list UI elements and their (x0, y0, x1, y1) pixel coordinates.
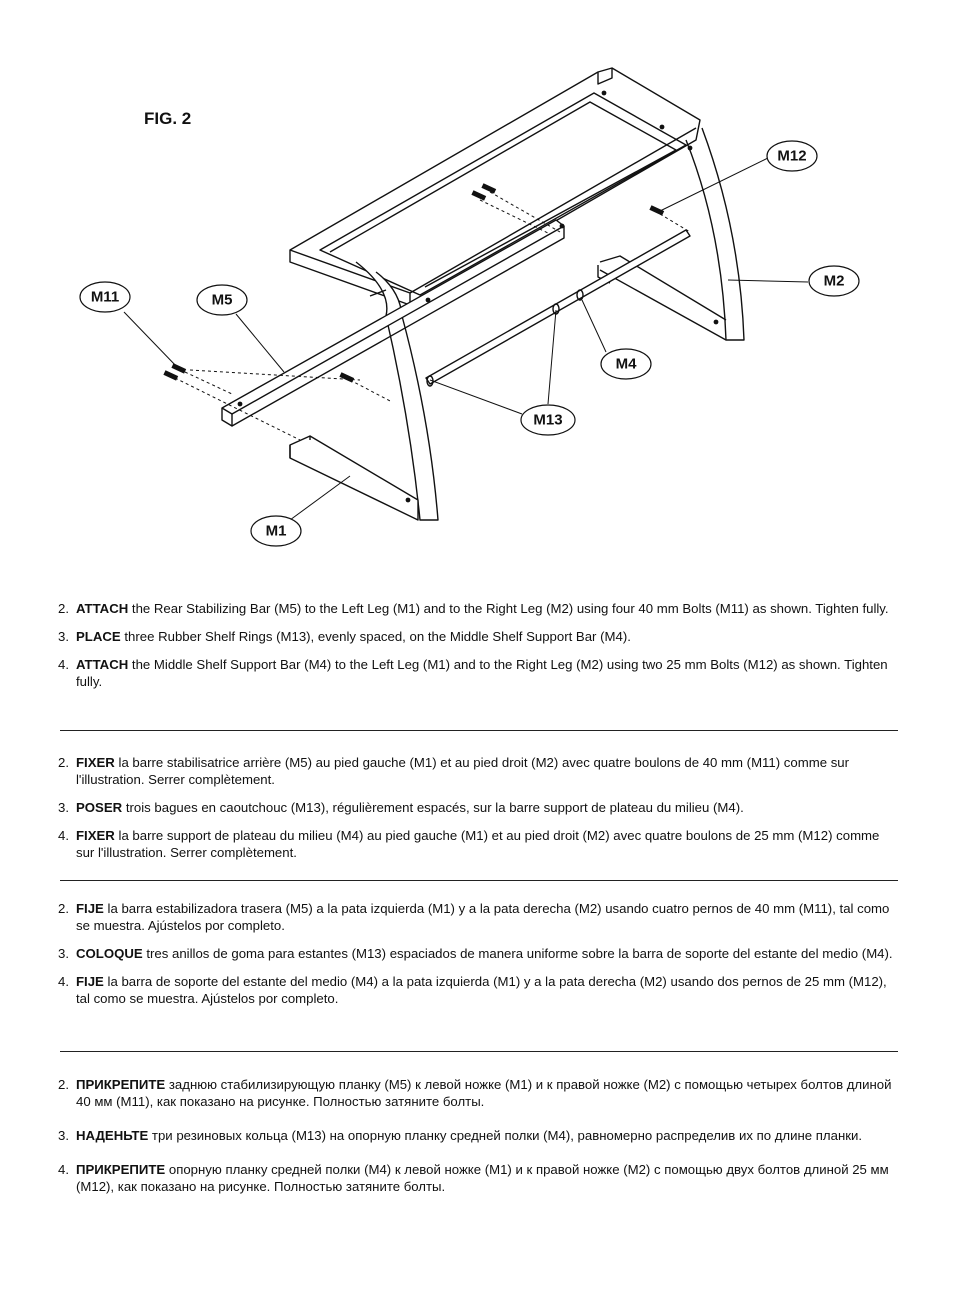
step-item: 3. POSER trois bagues en caoutchouc (M13), régulièrement espacés, sur la barre support de plateau du milieu (M4). (58, 800, 744, 815)
instructions-russian (58, 1076, 898, 1195)
section-divider (60, 880, 898, 881)
callout-label-m4: M4 (615, 355, 637, 373)
section-divider (60, 1051, 898, 1052)
step-item: 3. НАДЕНЬТЕ три резиновых кольца (M13) на опорную планку средней полки (M4), равномерно распределив их по длине планки. (58, 1128, 863, 1143)
callout-label-m11: M11 (90, 288, 120, 306)
instructions-english (58, 600, 898, 690)
figure-title: FIG. 2 (144, 109, 192, 128)
instructions-french (58, 754, 898, 861)
callout-label-m1: M1 (265, 522, 287, 540)
step-item: 4. FIXER la barre support de plateau du milieu (M4) au pied gauche (M1) et au pied droit (M2) avec quatre boulons de 25 mm (M12) comme sur l'illustration. Serrer complètement. (58, 828, 880, 860)
step-item: 3. PLACE three Rubber Shelf Rings (M13), evenly spaced, on the Middle Shelf Support Bar (M4). (58, 629, 631, 644)
step-item: 4. ATTACH the Middle Shelf Support Bar (M4) to the Left Leg (M1) and to the Right Leg (M2) using two 25 mm Bolts (M12) as shown. Tighten fully. (58, 657, 888, 689)
step-item: 2. ATTACH the Rear Stabilizing Bar (M5) to the Left Leg (M1) and to the Right Leg (M2) using four 40 mm Bolts (M11) as shown. Tighten fully. (58, 601, 889, 616)
assembly-diagram (0, 0, 954, 580)
step-item: 2. FIJE la barra estabilizadora trasera (M5) a la pata izquierda (M1) y a la pata derecha (M2) usando cuatro pernos de 40 mm (M11), tal como se muestra. Ajústelos por completo. (58, 901, 890, 933)
callout-label-m5: M5 (211, 291, 233, 309)
section-divider (60, 730, 898, 731)
top-shelf-frame (290, 68, 700, 305)
callout-label-m2: M2 (823, 272, 845, 290)
step-item: 4. FIJE la barra de soporte del estante del medio (M4) a la pata izquierda (M1) y a la pata derecha (M2) usando dos pernos de 25 mm (M12), tal como se muestra. Ajústelos por completo. (58, 974, 887, 1006)
step-item: 2. FIXER la barre stabilisatrice arrière (M5) au pied gauche (M1) et au pied droit (M2) avec quatre boulons de 40 mm (M11) comme sur l'illustration. Serrer complètement. (58, 755, 850, 787)
step-item: 4. ПРИКРЕПИТЕ опорную планку средней полки (M4) к левой ножке (M1) и к правой ножке (M2) с помощью двух болтов длиной 25 мм (M12), как показано на рисунке. Полностью затяните болты. (58, 1162, 889, 1194)
callout-label-m13: M13 (533, 411, 563, 429)
step-item: 2. ПРИКРЕПИТЕ заднюю стабилизирующую планку (M5) к левой ножке (M1) и к правой ножке (M2) с помощью четырех болтов длиной 40 мм (M11), как показано на рисунке. Полностью затяните болты. (58, 1077, 892, 1109)
step-item: 3. COLOQUE tres anillos de goma para estantes (M13) espaciados de manera uniforme sobre la barra de soporte del estante del medio (M4). (58, 946, 893, 961)
instructions-spanish (58, 900, 898, 1007)
callout-label-m12: M12 (777, 147, 807, 165)
